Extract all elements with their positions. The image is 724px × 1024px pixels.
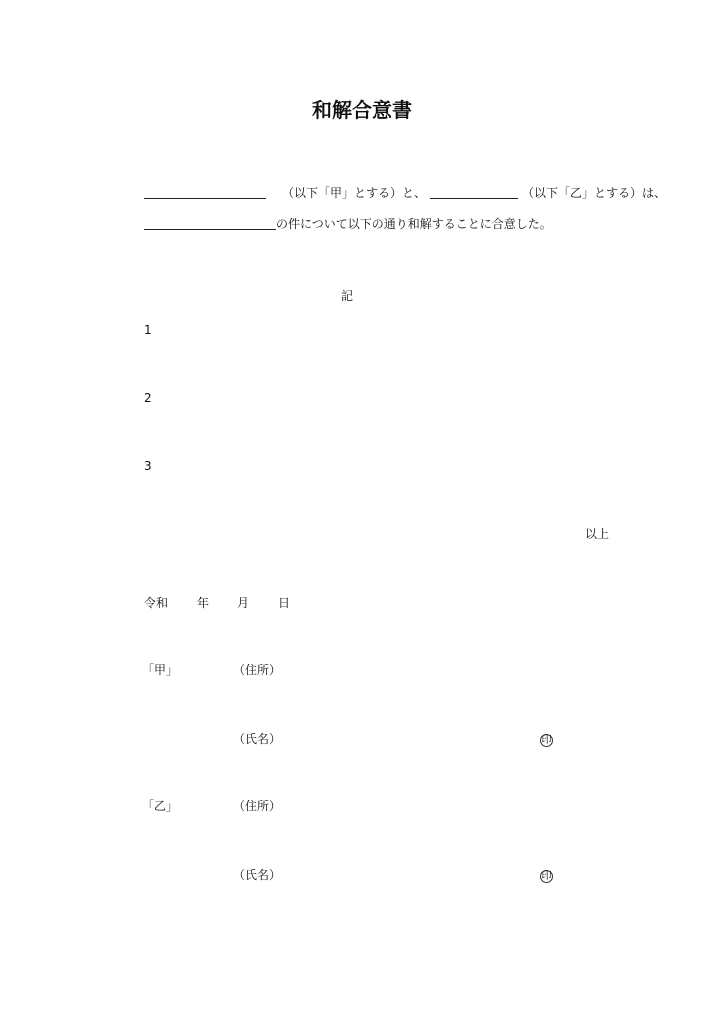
item-2: 2 bbox=[144, 391, 152, 405]
intro-line-1 bbox=[144, 186, 666, 199]
party-a-address: （住所） bbox=[233, 663, 282, 677]
party-b-label: 「乙」 bbox=[142, 799, 179, 813]
date-era: 令和 bbox=[144, 596, 169, 610]
item-3: 3 bbox=[144, 459, 152, 473]
party-a-seal bbox=[540, 733, 553, 747]
date-year: 年 bbox=[197, 596, 210, 610]
intro-line-2 bbox=[144, 217, 552, 230]
seal-icon: 印 bbox=[541, 735, 552, 746]
blank-matter[interactable] bbox=[144, 217, 276, 230]
date-month: 月 bbox=[237, 596, 250, 610]
intro-text-b: （以下「乙」とする）は、 bbox=[522, 186, 667, 200]
party-a-label: 「甲」 bbox=[142, 663, 179, 677]
seal-icon: 印 bbox=[541, 871, 552, 882]
date-day: 日 bbox=[278, 596, 291, 610]
party-b-address: （住所） bbox=[233, 799, 282, 813]
item-1: 1 bbox=[144, 323, 152, 337]
intro-text-a: （以下「甲」とする）と、 bbox=[282, 186, 427, 200]
blank-party-a[interactable] bbox=[144, 186, 266, 199]
blank-party-b[interactable] bbox=[430, 186, 518, 199]
ijou: 以上 bbox=[585, 527, 610, 541]
intro-text-matter: の件について以下の通り和解することに合意した。 bbox=[276, 217, 552, 231]
ki-heading: 記 bbox=[341, 289, 354, 303]
document-title: 和解合意書 bbox=[312, 98, 412, 122]
party-b-name: （氏名） bbox=[233, 868, 282, 882]
party-b-seal bbox=[540, 869, 553, 883]
party-a-name: （氏名） bbox=[233, 732, 282, 746]
